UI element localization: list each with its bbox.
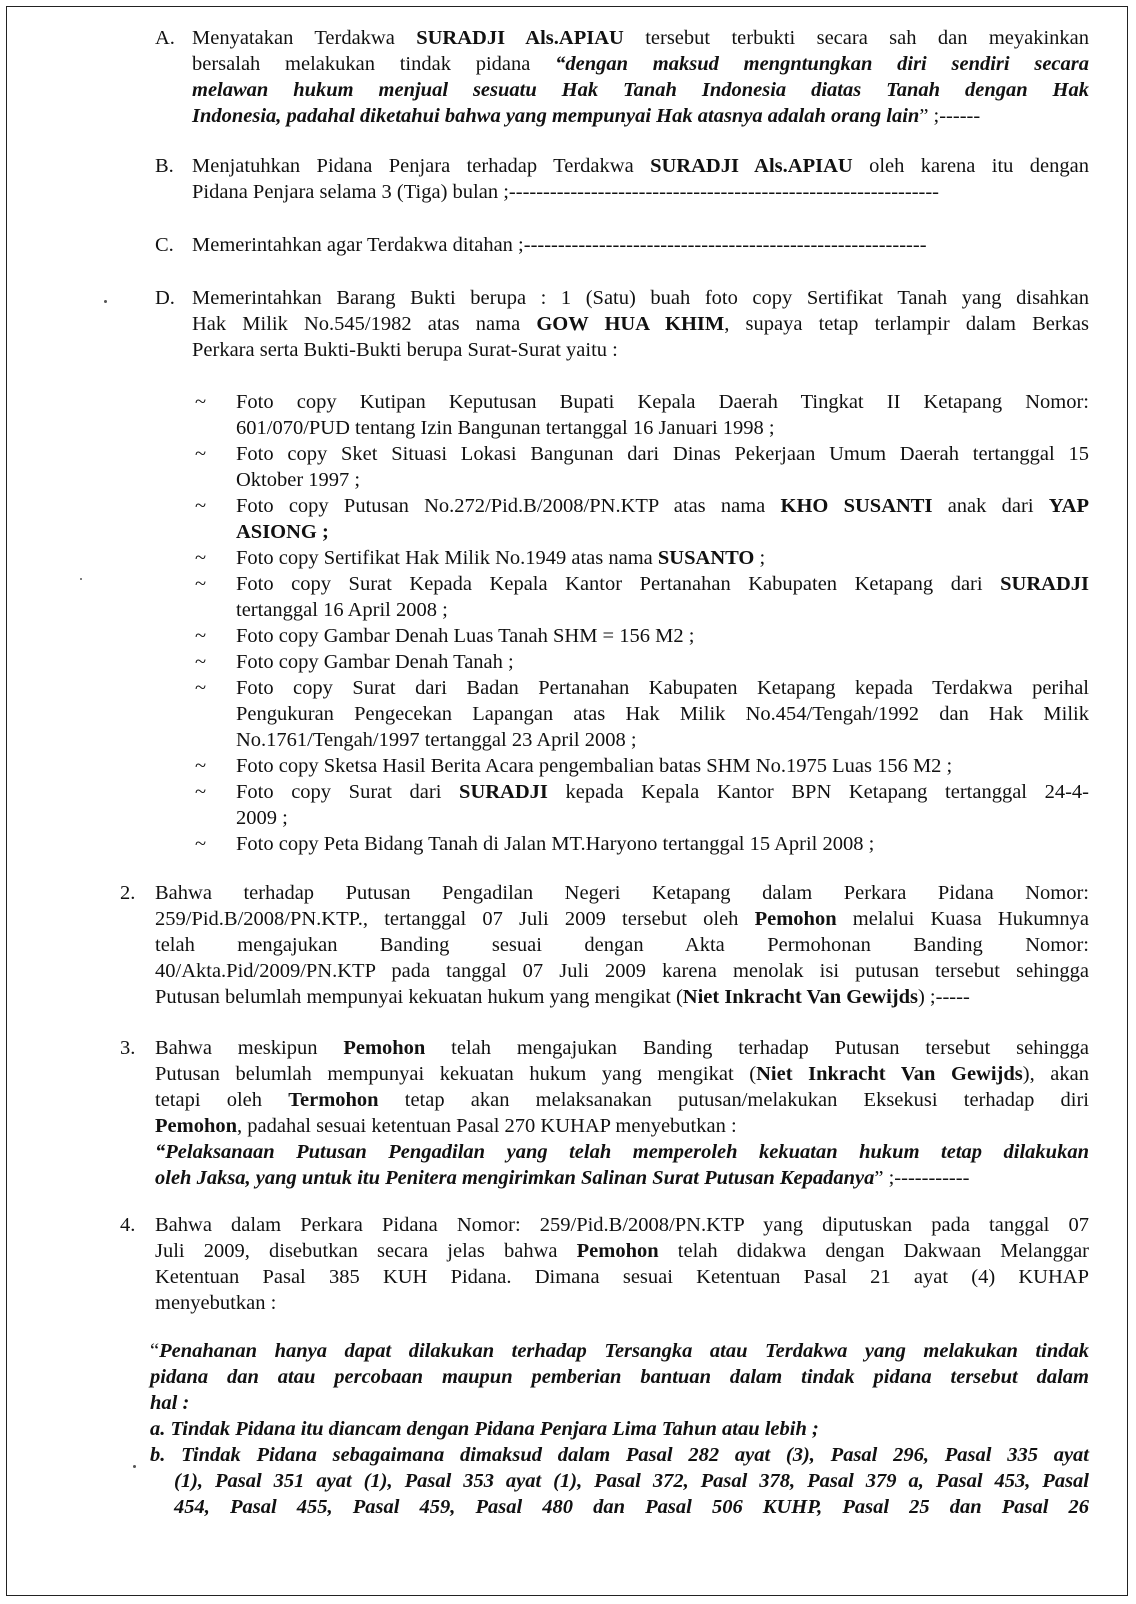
evidence-item: Foto copy Gambar Denah Tanah ;: [236, 651, 514, 673]
section-label: C.: [155, 234, 174, 256]
text-line: 40/Akta.Pid/2009/PN.KTP pada tanggal 07 Juli 2009 karena menolak isi putusan tersebut sehingga: [155, 960, 1089, 982]
bullet-tilde: ~: [195, 833, 207, 855]
quote-line: “Penahanan hanya dapat dilakukan terhadap Tersangka atau Terdakwa yang melakukan tindak: [150, 1340, 1089, 1362]
text-line: 259/Pid.B/2008/PN.KTP., tertanggal 07 Juli 2009 tersebut oleh Pemohon melalui Kuasa Hukumnya: [155, 908, 1089, 930]
scan-speck: [80, 578, 82, 580]
bullet-tilde: ~: [195, 781, 207, 803]
quote-item-b: b. Tindak Pidana sebagaimana dimaksud dalam Pasal 282 ayat (3), Pasal 296, Pasal 335 ayat: [150, 1444, 1089, 1466]
bullet-tilde: ~: [195, 495, 207, 517]
evidence-item: Foto copy Sketsa Hasil Berita Acara pengembalian batas SHM No.1975 Luas 156 M2 ;: [236, 755, 953, 777]
text-line: melawan hukum menjual sesuatu Hak Tanah Indonesia diatas Tanah dengan Hak: [192, 79, 1089, 101]
text-line: Putusan belumlah mempunyai kekuatan hukum yang mengikat (Niet Inkracht Van Gewijds), akan: [155, 1063, 1090, 1085]
text-line: Pidana Penjara selama 3 (Tiga) bulan ;---------------------------------------------------------------: [192, 181, 939, 203]
evidence-item: Foto copy Surat dari SURADJI kepada Kepala Kantor BPN Ketapang tertanggal 24-4- 2009 ;: [236, 781, 1089, 829]
bullet-tilde: ~: [195, 677, 207, 699]
text-line: telah mengajukan Banding sesuai dengan Akta Permohonan Banding Nomor:: [155, 934, 1089, 956]
quote-line: oleh Jaksa, yang untuk itu Penitera mengirimkan Salinan Surat Putusan Kepadanya” ;-----------: [155, 1167, 970, 1189]
text-line: Memerintahkan agar Terdakwa ditahan ;-----------------------------------------------------------: [192, 234, 927, 256]
text-line: Indonesia, padahal diketahui bahwa yang mempunyai Hak atasnya adalah orang lain” ;------: [192, 105, 981, 127]
text-line: Menjatuhkan Pidana Penjara terhadap Terdakwa SURADJI Als.APIAU oleh karena itu dengan: [192, 155, 1089, 177]
evidence-item: Foto copy Gambar Denah Luas Tanah SHM = 156 M2 ;: [236, 625, 695, 647]
quote-line: pidana dan atau percobaan maupun pemberian bantuan dalam tindak pidana tersebut dalam: [150, 1366, 1089, 1388]
quote-line: hal :: [150, 1392, 190, 1414]
section-label: B.: [155, 155, 174, 177]
evidence-item: Foto copy Peta Bidang Tanah di Jalan MT.Haryono tertanggal 15 April 2008 ;: [236, 833, 875, 855]
evidence-item: Foto copy Surat Kepada Kepala Kantor Pertanahan Kabupaten Ketapang dari SURADJI tertanggal 16 April 2008 ;: [236, 573, 1089, 621]
text-line: Memerintahkan Barang Bukti berupa : 1 (Satu) buah foto copy Sertifikat Tanah yang disahkan: [192, 287, 1089, 309]
text-line: Perkara serta Bukti-Bukti berupa Surat-Surat yaitu :: [192, 339, 618, 361]
point-number: 4.: [120, 1214, 136, 1236]
scan-speck: [104, 300, 107, 303]
text-line: Hak Milik No.545/1982 atas nama GOW HUA KHIM, supaya tetap terlampir dalam Berkas: [192, 313, 1089, 335]
text-line: Bahwa meskipun Pemohon telah mengajukan Banding terhadap Putusan tersebut sehingga: [155, 1037, 1089, 1059]
scan-speck: [133, 1465, 136, 1468]
text-line: Menyatakan Terdakwa SURADJI Als.APIAU tersebut terbukti secara sah dan meyakinkan: [192, 27, 1090, 49]
quote-item-b-cont: (1), Pasal 351 ayat (1), Pasal 353 ayat (1), Pasal 372, Pasal 378, Pasal 379 a, Pasal 453, Pasal: [174, 1470, 1089, 1492]
bullet-tilde: ~: [195, 573, 207, 595]
evidence-item: Foto copy Putusan No.272/Pid.B/2008/PN.KTP atas nama KHO SUSANTI anak dari YAP ASIONG ;: [236, 495, 1089, 543]
point-number: 3.: [120, 1037, 136, 1059]
legal-quote: [150, 1338, 1089, 1520]
text-line: bersalah melakukan tindak pidana “dengan maksud mengntungkan diri sendiri secara: [192, 53, 1089, 75]
text-line: Juli 2009, disebutkan secara jelas bahwa Pemohon telah didakwa dengan Dakwaan Melanggar: [155, 1240, 1089, 1262]
text-line: Bahwa terhadap Putusan Pengadilan Negeri Ketapang dalam Perkara Pidana Nomor:: [155, 882, 1089, 904]
point-number: 2.: [120, 882, 136, 904]
text-line: menyebutkan :: [155, 1292, 277, 1314]
section-label: D.: [155, 287, 175, 309]
bullet-tilde: ~: [195, 625, 207, 647]
evidence-item: Foto copy Kutipan Keputusan Bupati Kepala Daerah Tingkat II Ketapang Nomor: 601/070/PUD tentang Izin Bangunan tertanggal 16 Januari 1998 ;: [236, 391, 1089, 439]
text-line: Bahwa dalam Perkara Pidana Nomor: 259/Pid.B/2008/PN.KTP yang diputuskan pada tanggal 07: [155, 1214, 1089, 1236]
text-line: Ketentuan Pasal 385 KUH Pidana. Dimana sesuai Ketentuan Pasal 21 ayat (4) KUHAP: [155, 1266, 1089, 1288]
bullet-tilde: ~: [195, 651, 207, 673]
section-label: A.: [155, 27, 175, 49]
quote-item-b-cont: 454, Pasal 455, Pasal 459, Pasal 480 dan Pasal 506 KUHP, Pasal 25 dan Pasal 26: [174, 1496, 1089, 1518]
text-line: tetapi oleh Termohon tetap akan melaksanakan putusan/melakukan Eksekusi terhadap diri: [155, 1089, 1089, 1111]
bullet-tilde: ~: [195, 547, 207, 569]
evidence-item: Foto copy Sket Situasi Lokasi Bangunan dari Dinas Pekerjaan Umum Daerah tertanggal 15 Oktober 1997 ;: [236, 443, 1089, 491]
text-line: Putusan belumlah mempunyai kekuatan hukum yang mengikat (Niet Inkracht Van Gewijds) ;-----: [155, 986, 970, 1008]
evidence-item: Foto copy Sertifikat Hak Milik No.1949 atas nama SUSANTO ;: [236, 547, 766, 569]
quote-line: “Pelaksanaan Putusan Pengadilan yang telah memperoleh kekuatan hukum tetap dilakukan: [155, 1141, 1089, 1163]
evidence-item: Foto copy Surat dari Badan Pertanahan Kabupaten Ketapang kepada Terdakwa perihal Pengukuran Pengecekan Lapangan atas Hak Milik No.454/Tengah/1992 dan Hak Milik No.1761/Tengah/1997 tertanggal 23 April 2008 ;: [236, 677, 1089, 751]
quote-item-a: a. Tindak Pidana itu diancam dengan Pidana Penjara Lima Tahun atau lebih ;: [150, 1418, 819, 1440]
bullet-tilde: ~: [195, 391, 207, 413]
bullet-tilde: ~: [195, 443, 207, 465]
bullet-tilde: ~: [195, 755, 207, 777]
text-line: Pemohon, padahal sesuai ketentuan Pasal 270 KUHAP menyebutkan :: [155, 1115, 737, 1137]
